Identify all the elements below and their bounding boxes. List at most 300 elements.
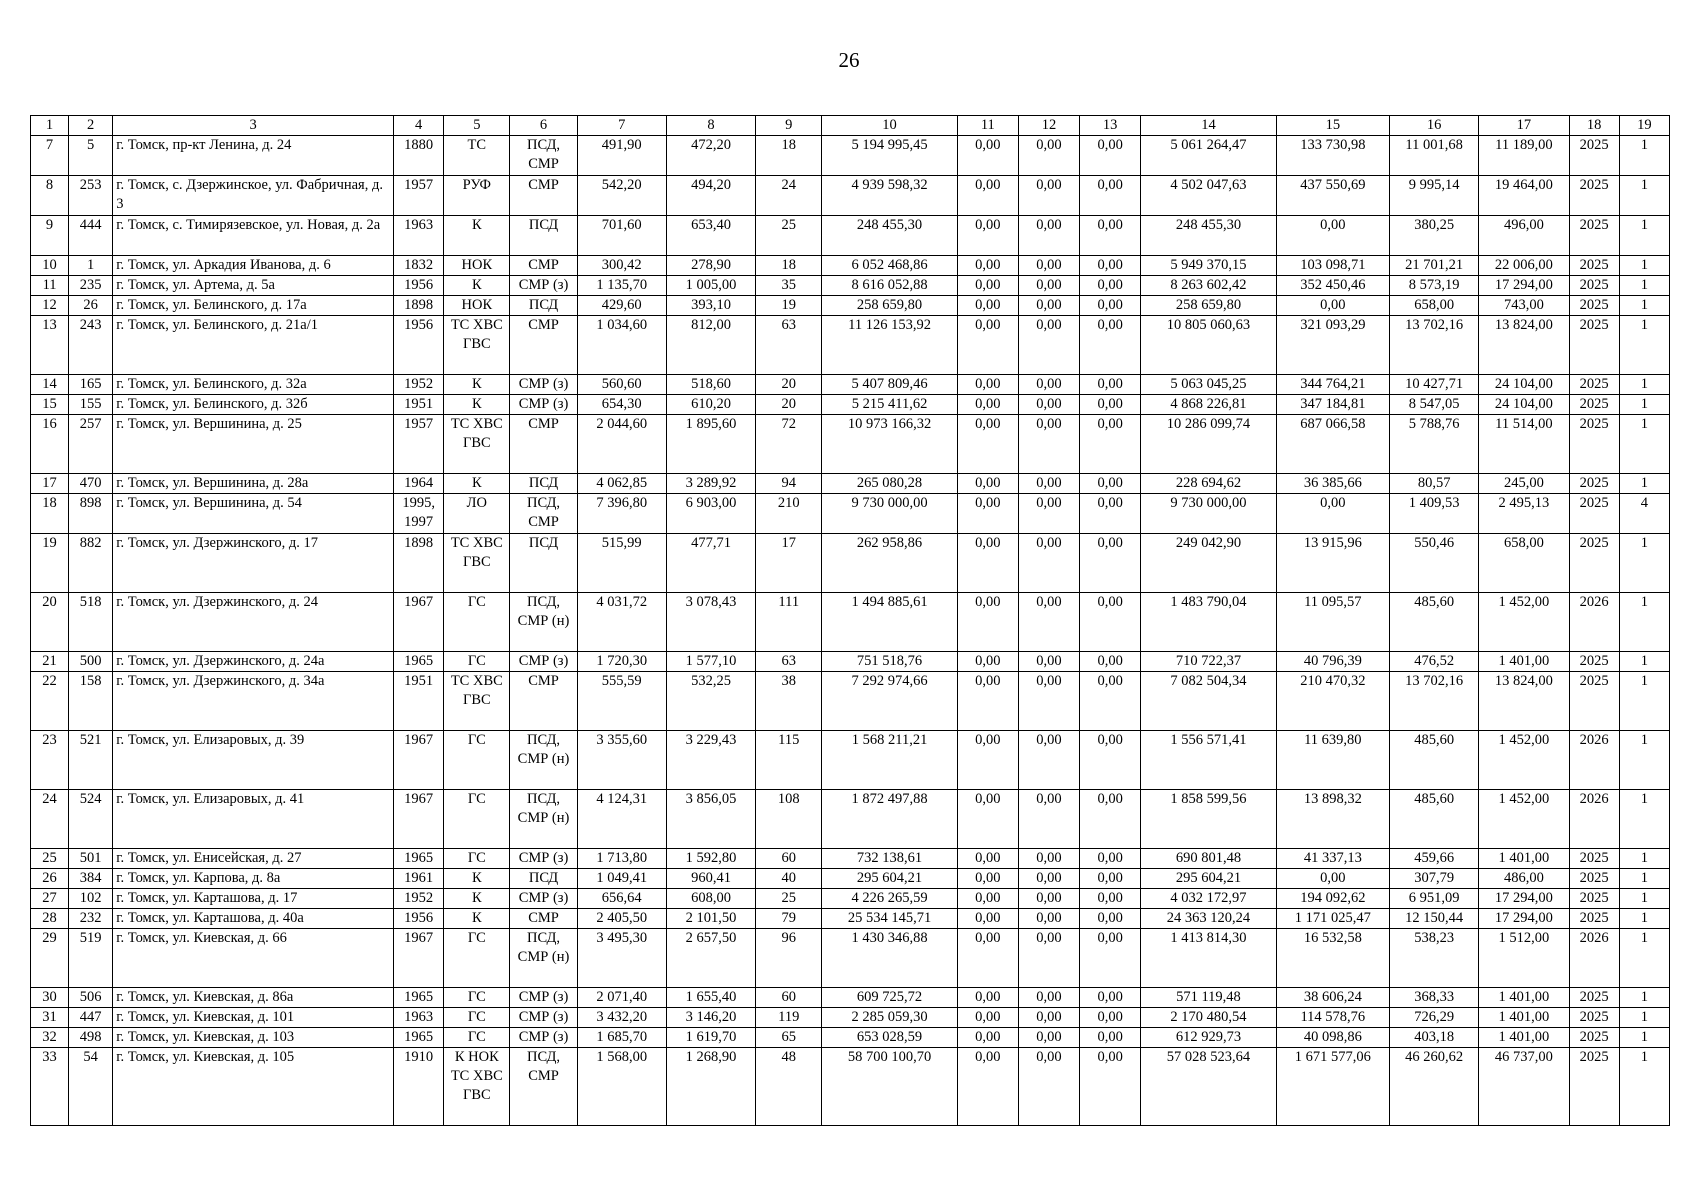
table-cell: 60 [756, 988, 822, 1008]
table-cell: 2025 [1569, 988, 1619, 1008]
table-cell: 368,33 [1390, 988, 1479, 1008]
table-cell: 608,00 [666, 889, 755, 909]
table-cell: 1 268,90 [666, 1048, 755, 1126]
table-cell: 1 494 885,61 [822, 593, 957, 652]
table-cell: 477,71 [666, 534, 755, 593]
table-cell: 0,00 [1018, 176, 1079, 216]
table-cell: 515,99 [577, 534, 666, 593]
table-cell: 1956 [394, 909, 444, 929]
address-cell: г. Томск, ул. Киевская, д. 86а [113, 988, 394, 1008]
table-cell: 26 [69, 296, 113, 316]
table-cell: 2025 [1569, 909, 1619, 929]
table-cell: 0,00 [1018, 790, 1079, 849]
table-cell: 248 455,30 [822, 216, 957, 256]
table-cell: 1 [1619, 731, 1669, 790]
table-cell: К [444, 276, 510, 296]
table-cell: 1967 [394, 790, 444, 849]
table-cell: 1956 [394, 316, 444, 375]
table-cell: 1 401,00 [1479, 1028, 1569, 1048]
table-cell: 1965 [394, 652, 444, 672]
table-cell: К НОК ТС ХВС ГВС [444, 1048, 510, 1126]
table-cell: ПСД, СМР [510, 494, 577, 534]
table-cell: 0,00 [1080, 256, 1141, 276]
table-cell: 1 [1619, 216, 1669, 256]
table-row [31, 296, 1670, 316]
table-cell: 1951 [394, 672, 444, 731]
column-header-2: 2 [69, 116, 113, 136]
table-cell: 13 898,32 [1276, 790, 1389, 849]
address-cell: г. Томск, ул. Елизаровых, д. 39 [113, 731, 394, 790]
column-header-3: 3 [113, 116, 394, 136]
table-cell: 8 263 602,42 [1141, 276, 1276, 296]
table-cell: 653 028,59 [822, 1028, 957, 1048]
table-cell: 0,00 [1018, 316, 1079, 375]
table-cell: 1 568,00 [577, 1048, 666, 1126]
table-cell: 0,00 [1018, 216, 1079, 256]
table-cell: 0,00 [1080, 869, 1141, 889]
table-cell: 0,00 [957, 296, 1018, 316]
table-cell: К [444, 869, 510, 889]
table-cell: НОК [444, 256, 510, 276]
table-row [31, 276, 1670, 296]
table-cell: 2025 [1569, 276, 1619, 296]
table-cell: 25 [756, 889, 822, 909]
table-cell: 1 [1619, 276, 1669, 296]
table-cell: СМР [510, 256, 577, 276]
table-cell: 7 292 974,66 [822, 672, 957, 731]
table-cell: ТС ХВС ГВС [444, 415, 510, 474]
address-cell: г. Томск, ул. Белинского, д. 32б [113, 395, 394, 415]
table-cell: 9 730 000,00 [1141, 494, 1276, 534]
page-number: 26 [838, 48, 860, 72]
table-cell: 0,00 [1080, 1028, 1141, 1048]
table-cell: 63 [756, 652, 822, 672]
table-cell: 1963 [394, 1008, 444, 1028]
table-cell: 1 556 571,41 [1141, 731, 1276, 790]
table-cell: 1 [1619, 889, 1669, 909]
table-cell: 1 452,00 [1479, 731, 1569, 790]
table-cell: ПСД [510, 296, 577, 316]
table-cell: 1 [1619, 988, 1669, 1008]
table-cell: 13 824,00 [1479, 672, 1569, 731]
table-cell: 498 [69, 1028, 113, 1048]
table-cell: 24 [31, 790, 69, 849]
table-cell: 235 [69, 276, 113, 296]
table-cell: 501 [69, 849, 113, 869]
table-cell: 1965 [394, 988, 444, 1008]
table-cell: 2025 [1569, 534, 1619, 593]
table-cell: 8 573,19 [1390, 276, 1479, 296]
table-cell: 25 534 145,71 [822, 909, 957, 929]
table-cell: 0,00 [1080, 889, 1141, 909]
table-cell: 0,00 [1018, 672, 1079, 731]
table-cell: 7 082 504,34 [1141, 672, 1276, 731]
table-cell: 384 [69, 869, 113, 889]
table-cell: 0,00 [1080, 176, 1141, 216]
table-cell: 115 [756, 731, 822, 790]
table-cell: 2025 [1569, 216, 1619, 256]
column-header-12: 12 [1018, 116, 1079, 136]
column-header-6: 6 [510, 116, 577, 136]
table-cell: 19 464,00 [1479, 176, 1569, 216]
address-cell: г. Томск, ул. Енисейская, д. 27 [113, 849, 394, 869]
table-cell: 54 [69, 1048, 113, 1126]
address-cell: г. Томск, ул. Киевская, д. 101 [113, 1008, 394, 1028]
table-cell: 6 951,09 [1390, 889, 1479, 909]
table-cell: 119 [756, 1008, 822, 1028]
table-cell: 812,00 [666, 316, 755, 375]
table-cell: 0,00 [1080, 988, 1141, 1008]
table-row [31, 869, 1670, 889]
table-cell: 1 135,70 [577, 276, 666, 296]
table-cell: 653,40 [666, 216, 755, 256]
table-cell: 1963 [394, 216, 444, 256]
table-cell: 1967 [394, 929, 444, 988]
table-cell: 0,00 [1080, 494, 1141, 534]
table-cell: 155 [69, 395, 113, 415]
table-cell: 0,00 [957, 731, 1018, 790]
table-cell: 1 [1619, 929, 1669, 988]
table-cell: 2025 [1569, 256, 1619, 276]
table-cell: 658,00 [1390, 296, 1479, 316]
table-cell: 0,00 [1080, 375, 1141, 395]
table-cell: 295 604,21 [822, 869, 957, 889]
table-cell: 102 [69, 889, 113, 909]
table-cell: 726,29 [1390, 1008, 1479, 1028]
table-cell: 0,00 [957, 889, 1018, 909]
table-cell: 3 289,92 [666, 474, 755, 494]
table-cell: 17 [31, 474, 69, 494]
table-cell: 1 452,00 [1479, 593, 1569, 652]
address-cell: г. Томск, ул. Белинского, д. 32а [113, 375, 394, 395]
table-cell: 0,00 [1018, 1048, 1079, 1126]
table-cell: 0,00 [1080, 790, 1141, 849]
table-cell: 494,20 [666, 176, 755, 216]
table-row [31, 672, 1670, 731]
table-row [31, 375, 1670, 395]
table-cell: 265 080,28 [822, 474, 957, 494]
table-cell: 4 [1619, 494, 1669, 534]
column-header-16: 16 [1390, 116, 1479, 136]
table-cell: 17 [756, 534, 822, 593]
address-cell: г. Томск, ул. Дзержинского, д. 24 [113, 593, 394, 652]
table-cell: 0,00 [1080, 909, 1141, 929]
table-cell: СМР [510, 176, 577, 216]
column-header-5: 5 [444, 116, 510, 136]
table-cell: 1 720,30 [577, 652, 666, 672]
table-cell: 1 872 497,88 [822, 790, 957, 849]
table-cell: 21 [31, 652, 69, 672]
table-cell: 2026 [1569, 593, 1619, 652]
table-cell: 1 512,00 [1479, 929, 1569, 988]
table-cell: 0,00 [957, 474, 1018, 494]
table-cell: 17 294,00 [1479, 276, 1569, 296]
table-cell: ПСД [510, 534, 577, 593]
table-cell: 429,60 [577, 296, 666, 316]
table-cell: 8 616 052,88 [822, 276, 957, 296]
table-cell: 0,00 [957, 136, 1018, 176]
table-cell: 2025 [1569, 869, 1619, 889]
table-row [31, 415, 1670, 474]
table-cell: 1957 [394, 415, 444, 474]
table-cell: 2025 [1569, 296, 1619, 316]
table-cell: 2 495,13 [1479, 494, 1569, 534]
table-cell: 1965 [394, 849, 444, 869]
address-cell: г. Томск, с. Дзержинское, ул. Фабричная, д. 3 [113, 176, 394, 216]
table-cell: 4 062,85 [577, 474, 666, 494]
table-cell: 278,90 [666, 256, 755, 276]
table-cell: ТС ХВС ГВС [444, 316, 510, 375]
table-cell: 1 [1619, 652, 1669, 672]
table-cell: 16 532,58 [1276, 929, 1389, 988]
table-cell: 19 [756, 296, 822, 316]
table-cell: 11 [31, 276, 69, 296]
column-header-7: 7 [577, 116, 666, 136]
table-cell: 6 052 468,86 [822, 256, 957, 276]
table-cell: 2 405,50 [577, 909, 666, 929]
table-cell: 133 730,98 [1276, 136, 1389, 176]
table-cell: 20 [756, 395, 822, 415]
address-cell: г. Томск, ул. Артема, д. 5а [113, 276, 394, 296]
table-cell: 687 066,58 [1276, 415, 1389, 474]
table-cell: 2 170 480,54 [1141, 1008, 1276, 1028]
address-cell: г. Томск, ул. Вершинина, д. 54 [113, 494, 394, 534]
table-cell: 2 101,50 [666, 909, 755, 929]
table-cell: 20 [756, 375, 822, 395]
table-cell: 485,60 [1390, 593, 1479, 652]
table-cell: 347 184,81 [1276, 395, 1389, 415]
table-cell: 257 [69, 415, 113, 474]
table-cell: 2 657,50 [666, 929, 755, 988]
table-cell: 1 568 211,21 [822, 731, 957, 790]
table-row [31, 1008, 1670, 1028]
table-cell: 1 [1619, 1048, 1669, 1126]
table-cell: 27 [31, 889, 69, 909]
table-cell: 4 032 172,97 [1141, 889, 1276, 909]
table-cell: 2025 [1569, 652, 1619, 672]
table-cell: 0,00 [1018, 494, 1079, 534]
table-cell: ТС ХВС ГВС [444, 534, 510, 593]
table-cell: ПСД, СМР [510, 1048, 577, 1126]
table-cell: 542,20 [577, 176, 666, 216]
table-cell: 7 [31, 136, 69, 176]
table-cell: 0,00 [1018, 1028, 1079, 1048]
column-header-11: 11 [957, 116, 1018, 136]
table-cell: 1 005,00 [666, 276, 755, 296]
table-cell: 1 413 814,30 [1141, 929, 1276, 988]
table-cell: 476,52 [1390, 652, 1479, 672]
table-cell: 8 [31, 176, 69, 216]
table-cell: 5 [69, 136, 113, 176]
table-cell: 1 713,80 [577, 849, 666, 869]
table-body [31, 116, 1670, 1126]
table-cell: 19 [31, 534, 69, 593]
table-cell: 2026 [1569, 929, 1619, 988]
table-row [31, 1048, 1670, 1126]
table-cell: 0,00 [1080, 415, 1141, 474]
table-cell: 2 285 059,30 [822, 1008, 957, 1028]
table-cell: 21 701,21 [1390, 256, 1479, 276]
table-cell: 12 [31, 296, 69, 316]
table-cell: ГС [444, 1028, 510, 1048]
address-cell: г. Томск, ул. Вершинина, д. 28а [113, 474, 394, 494]
table-cell: 1 619,70 [666, 1028, 755, 1048]
table-cell: 1956 [394, 276, 444, 296]
table-cell: 4 124,31 [577, 790, 666, 849]
table-cell: 1967 [394, 593, 444, 652]
table-row [31, 929, 1670, 988]
table-cell: 0,00 [1018, 889, 1079, 909]
table-cell: 0,00 [957, 1028, 1018, 1048]
table-cell: 4 868 226,81 [1141, 395, 1276, 415]
table-cell: 18 [756, 256, 822, 276]
table-cell: 1 577,10 [666, 652, 755, 672]
table-cell: 38 [756, 672, 822, 731]
table-cell: 10 805 060,63 [1141, 316, 1276, 375]
table-cell: 2025 [1569, 474, 1619, 494]
table-cell: 10 973 166,32 [822, 415, 957, 474]
table-cell: 11 095,57 [1276, 593, 1389, 652]
table-cell: 0,00 [1018, 395, 1079, 415]
table-cell: 25 [756, 216, 822, 256]
table-cell: 518 [69, 593, 113, 652]
table-cell: ПСД [510, 474, 577, 494]
table-cell: 5 063 045,25 [1141, 375, 1276, 395]
table-cell: 17 294,00 [1479, 909, 1569, 929]
table-cell: 0,00 [1080, 534, 1141, 593]
table-cell: 0,00 [957, 1008, 1018, 1028]
table-cell: 65 [756, 1028, 822, 1048]
table-cell: 1 [1619, 176, 1669, 216]
table-row [31, 534, 1670, 593]
table-cell: 243 [69, 316, 113, 375]
table-cell: СМР (з) [510, 849, 577, 869]
table-cell: 1 895,60 [666, 415, 755, 474]
table-cell: 380,25 [1390, 216, 1479, 256]
table-cell: 538,23 [1390, 929, 1479, 988]
table-cell: 550,46 [1390, 534, 1479, 593]
table-cell: 210 470,32 [1276, 672, 1389, 731]
table-cell: 5 788,76 [1390, 415, 1479, 474]
table-cell: 0,00 [1018, 869, 1079, 889]
table-cell: 2026 [1569, 790, 1619, 849]
table-row [31, 849, 1670, 869]
table-cell: 0,00 [1018, 296, 1079, 316]
table-cell: ЛО [444, 494, 510, 534]
table-cell: 882 [69, 534, 113, 593]
address-cell: г. Томск, ул. Киевская, д. 103 [113, 1028, 394, 1048]
table-cell: 960,41 [666, 869, 755, 889]
table-cell: 11 639,80 [1276, 731, 1389, 790]
table-cell: 1910 [394, 1048, 444, 1126]
table-cell: ГС [444, 731, 510, 790]
table-cell: 57 028 523,64 [1141, 1048, 1276, 1126]
table-cell: 32 [31, 1028, 69, 1048]
column-header-13: 13 [1080, 116, 1141, 136]
address-cell: г. Томск, ул. Белинского, д. 21а/1 [113, 316, 394, 375]
table-cell: 194 092,62 [1276, 889, 1389, 909]
table-cell: 0,00 [1080, 672, 1141, 731]
table-cell: 0,00 [1080, 1008, 1141, 1028]
table-cell: ГС [444, 988, 510, 1008]
table-cell: К [444, 474, 510, 494]
table-cell: 40 098,86 [1276, 1028, 1389, 1048]
table-cell: 0,00 [1018, 593, 1079, 652]
table-cell: 0,00 [1018, 731, 1079, 790]
column-header-8: 8 [666, 116, 755, 136]
table-cell: 524 [69, 790, 113, 849]
table-cell: 447 [69, 1008, 113, 1028]
table-cell: 1898 [394, 534, 444, 593]
table-cell: 1 [1619, 869, 1669, 889]
table-cell: 0,00 [957, 494, 1018, 534]
table-cell: 41 337,13 [1276, 849, 1389, 869]
table-cell: 23 [31, 731, 69, 790]
table-cell: 344 764,21 [1276, 375, 1389, 395]
table-cell: 2025 [1569, 1028, 1619, 1048]
table-cell: 555,59 [577, 672, 666, 731]
table-cell: 321 093,29 [1276, 316, 1389, 375]
table-cell: 3 146,20 [666, 1008, 755, 1028]
table-cell: 0,00 [957, 869, 1018, 889]
table-cell: 20 [31, 593, 69, 652]
table-row [31, 909, 1670, 929]
table-cell: 658,00 [1479, 534, 1569, 593]
table-cell: 10 427,71 [1390, 375, 1479, 395]
table-cell: 0,00 [957, 672, 1018, 731]
table-cell: 519 [69, 929, 113, 988]
table-cell: 0,00 [957, 988, 1018, 1008]
table-cell: 0,00 [1080, 652, 1141, 672]
table-cell: 1 [1619, 672, 1669, 731]
table-cell: 36 385,66 [1276, 474, 1389, 494]
table-cell: 2026 [1569, 731, 1619, 790]
column-header-18: 18 [1569, 116, 1619, 136]
table-cell: ПСД, СМР (н) [510, 593, 577, 652]
table-cell: 1 592,80 [666, 849, 755, 869]
table-cell: 5 407 809,46 [822, 375, 957, 395]
table-cell: 13 702,16 [1390, 316, 1479, 375]
table-cell: 0,00 [1080, 929, 1141, 988]
table-cell: 11 001,68 [1390, 136, 1479, 176]
column-header-15: 15 [1276, 116, 1389, 136]
table-row [31, 494, 1670, 534]
table-cell: СМР [510, 909, 577, 929]
table-cell: 518,60 [666, 375, 755, 395]
table-cell: 3 229,43 [666, 731, 755, 790]
table-cell: 743,00 [1479, 296, 1569, 316]
table-row [31, 316, 1670, 375]
table-cell: 60 [756, 849, 822, 869]
table-row [31, 395, 1670, 415]
table-cell: 295 604,21 [1141, 869, 1276, 889]
table-row [31, 216, 1670, 256]
table-cell: 1951 [394, 395, 444, 415]
table-cell: 571 119,48 [1141, 988, 1276, 1008]
table-cell: 0,00 [1080, 276, 1141, 296]
table-cell: 612 929,73 [1141, 1028, 1276, 1048]
table-cell: 249 042,90 [1141, 534, 1276, 593]
table-cell: ГС [444, 790, 510, 849]
table-cell: 0,00 [957, 256, 1018, 276]
table-cell: 2025 [1569, 176, 1619, 216]
table-cell: 46 260,62 [1390, 1048, 1479, 1126]
table-cell: 18 [31, 494, 69, 534]
address-cell: г. Томск, ул. Дзержинского, д. 24а [113, 652, 394, 672]
table-cell: 1 [1619, 375, 1669, 395]
table-cell: К [444, 909, 510, 929]
table-cell: 403,18 [1390, 1028, 1479, 1048]
